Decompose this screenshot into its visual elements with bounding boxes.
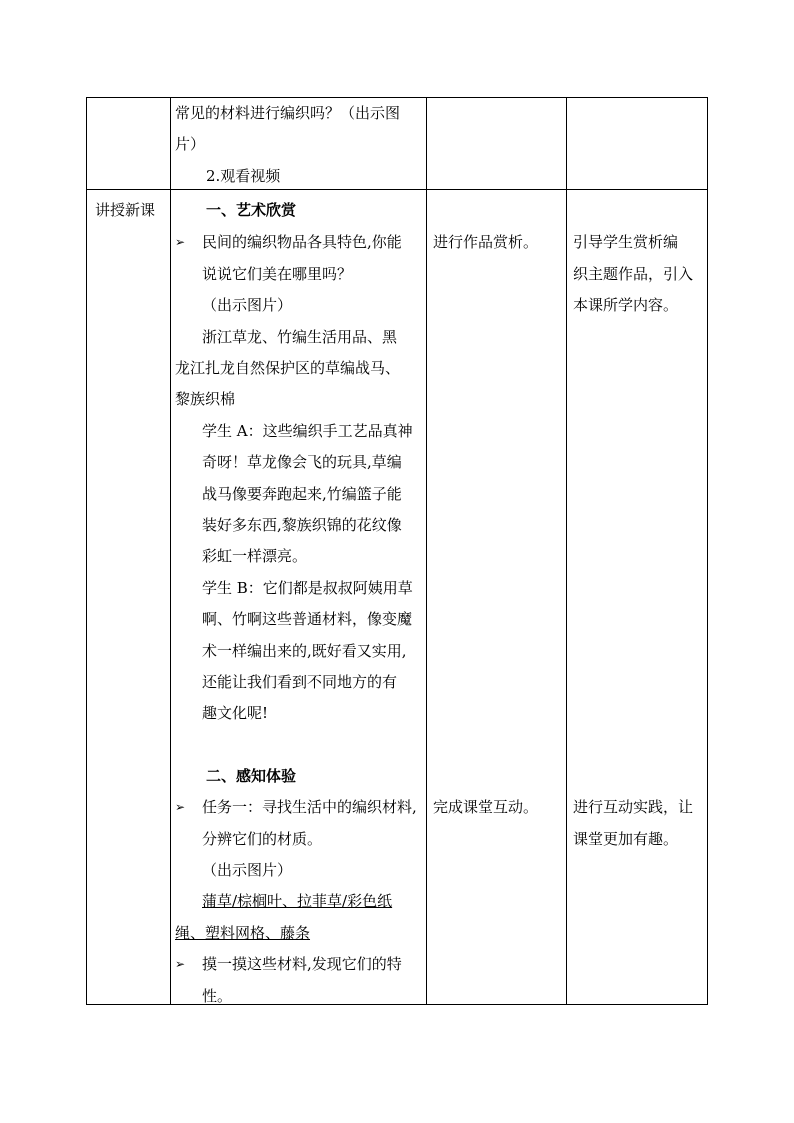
text-line: 学生 B：它们都是叔叔阿姨用草 <box>202 579 413 597</box>
teacher-activity-cell <box>171 190 427 1005</box>
text-line: 说说它们美在哪里吗？ <box>202 265 353 283</box>
design-intent-cell <box>567 190 708 1005</box>
text-line: （出示图片） <box>202 861 293 879</box>
text-line: 常见的材料进行编织吗？（出示图 <box>175 104 401 122</box>
text-line: 完成课堂互动。 <box>433 798 539 816</box>
text-line: 蒲草/棕榈叶、拉菲草/彩色纸 <box>202 892 393 910</box>
part2-title: 二、感知体验 <box>206 767 297 785</box>
student-activity-cell <box>427 98 567 190</box>
text-line: 进行作品赏析。 <box>433 233 539 251</box>
text-line: 奇呀！草龙像会飞的玩具,草编 <box>202 453 402 471</box>
text-line: 2.观看视频 <box>206 167 281 185</box>
design-intent-cell <box>567 98 708 190</box>
text-line: 学生 A：这些编织手工艺品真神 <box>202 422 413 440</box>
arrow-bullet-icon: ➢ <box>175 235 186 249</box>
text-line: 绳、塑料网格、藤条 <box>175 924 311 942</box>
table-row <box>87 190 708 1005</box>
section-label: 讲授新课 <box>95 201 156 219</box>
teacher-activity-cell <box>171 98 427 190</box>
text-line: 性。 <box>202 987 233 1005</box>
text-line: 分辨它们的材质。 <box>202 830 323 848</box>
part1-title: 一、艺术欣赏 <box>206 201 297 219</box>
text-line: 织主题作品，引入 <box>573 265 694 283</box>
text-line: 摸一摸这些材料,发现它们的特 <box>202 955 402 973</box>
text-line: 任务一：寻找生活中的编织材料, <box>202 798 417 816</box>
text-line: 浙江草龙、竹编生活用品、黑 <box>202 328 398 346</box>
text-line: 术一样编出来的,既好看又实用, <box>202 642 407 660</box>
text-line: 趣文化呢! <box>202 704 269 722</box>
text-line: （出示图片） <box>202 296 293 314</box>
table-row <box>87 98 708 190</box>
section-cell <box>87 190 171 1005</box>
text-line: 还能让我们看到不同地方的有 <box>202 673 398 691</box>
text-line: 民间的编织物品各具特色,你能 <box>202 233 402 251</box>
lesson-plan-table <box>86 97 708 1005</box>
text-line: 黎族织棉 <box>175 390 236 408</box>
section-cell-empty <box>87 98 171 190</box>
text-line: 进行互动实践，让 <box>573 798 694 816</box>
text-line: 引导学生赏析编 <box>573 233 679 251</box>
text-line: 龙江扎龙自然保护区的草编战马、 <box>175 359 401 377</box>
text-line: 装好多东西,黎族织锦的花纹像 <box>202 516 402 534</box>
student-activity-cell <box>427 190 567 1005</box>
text-line: 片） <box>175 135 206 153</box>
arrow-bullet-icon: ➢ <box>175 957 186 971</box>
text-line: 战马像要奔跑起来,竹编篮子能 <box>202 485 402 503</box>
arrow-bullet-icon: ➢ <box>175 800 186 814</box>
text-line: 课堂更加有趣。 <box>573 830 679 848</box>
text-line: 彩虹一样漂亮。 <box>202 547 308 565</box>
text-line: 啊、竹啊这些普通材料，像变魔 <box>202 610 413 628</box>
text-line: 本课所学内容。 <box>573 296 679 314</box>
